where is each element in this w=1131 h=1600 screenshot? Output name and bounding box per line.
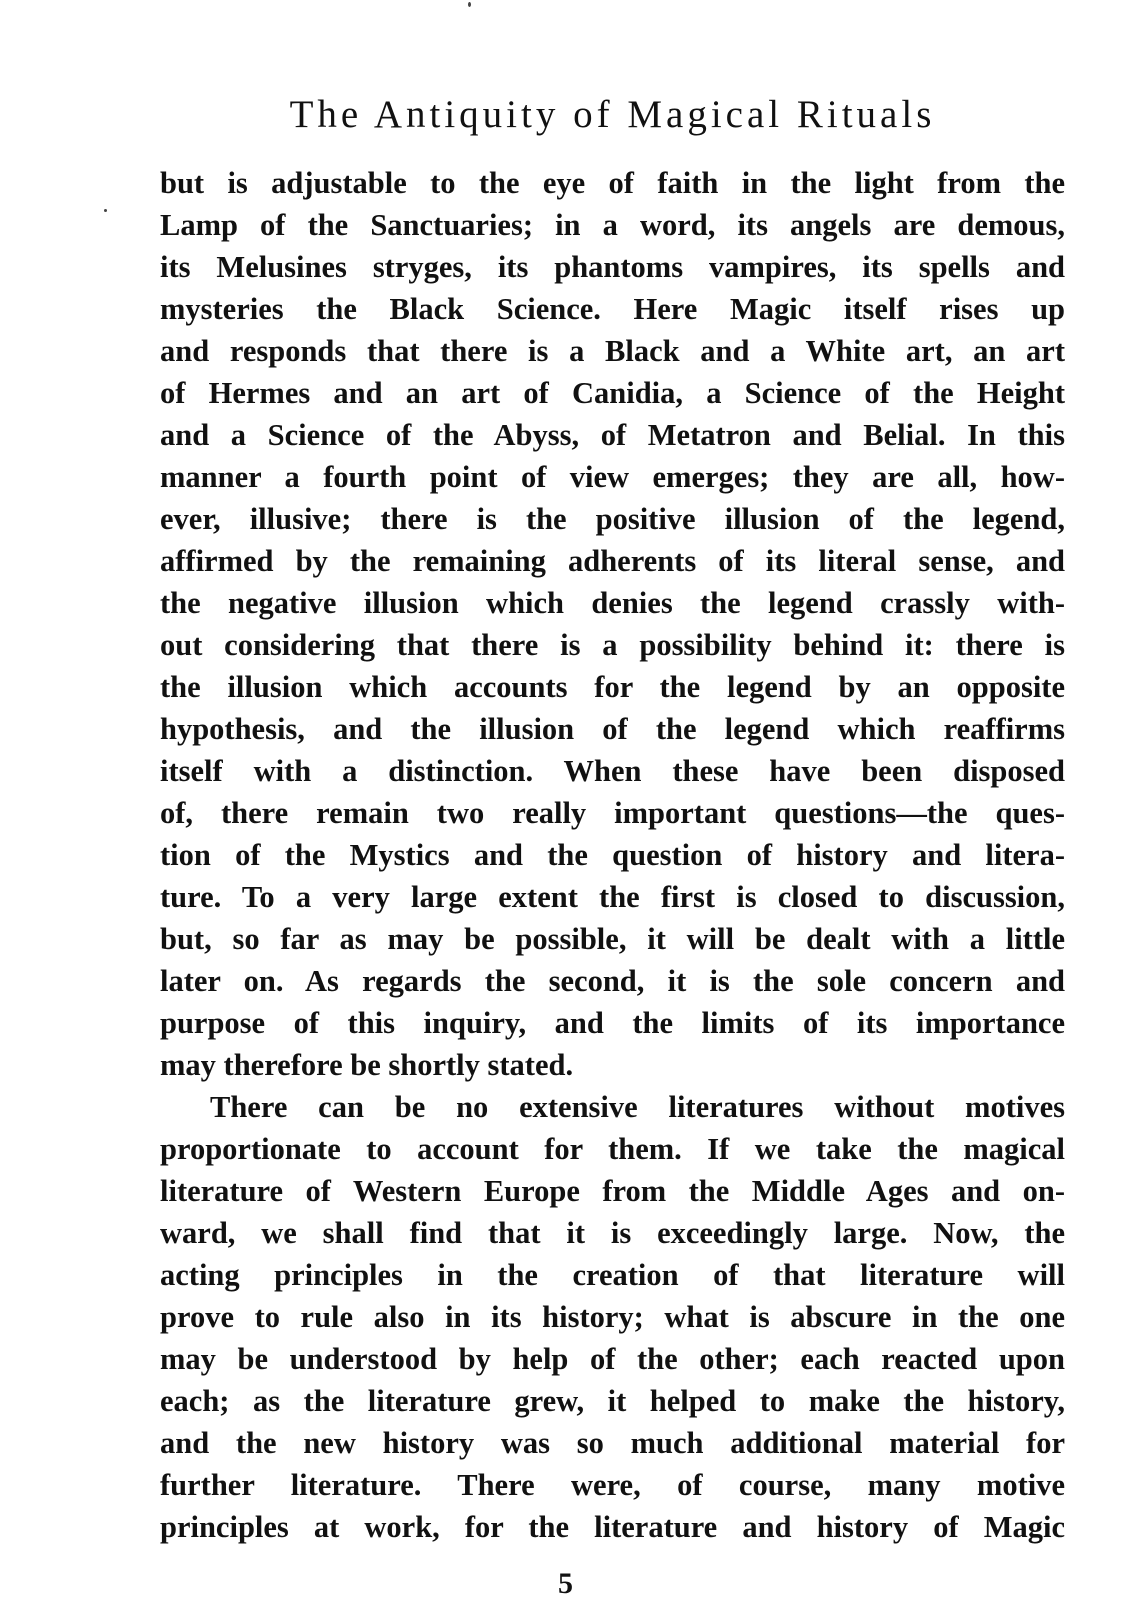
text-line: literature of Western Europe from the Middle Ages and on-	[160, 1174, 1065, 1208]
text-line: but, so far as may be possible, it will be dealt with a little	[160, 922, 1065, 956]
running-header: The Antiquity of Magical Rituals	[289, 93, 936, 136]
text-line: purpose of this inquiry, and the limits of its importance	[160, 1006, 1065, 1040]
text-line: further literature. There were, of course, many motive	[160, 1468, 1065, 1502]
text-line: prove to rule also in its history; what is abscure in the one	[160, 1300, 1065, 1334]
scan-speck	[468, 2, 471, 7]
text-line: and a Science of the Abyss, of Metatron and Belial. In this	[160, 418, 1065, 452]
text-line: Lamp of the Sanctuaries; in a word, its angels are demous,	[160, 208, 1065, 242]
text-line: the negative illusion which denies the legend crassly with-	[160, 586, 1065, 620]
scan-speck	[104, 209, 107, 212]
text-line: hypothesis, and the illusion of the legend which reaffirms	[160, 712, 1065, 746]
text-line: There can be no extensive literatures without motives	[210, 1090, 1065, 1124]
text-line: ture. To a very large extent the first is closed to discussion,	[160, 880, 1065, 914]
text-line: each; as the literature grew, it helped to make the history,	[160, 1384, 1065, 1418]
text-line: of Hermes and an art of Canidia, a Science of the Height	[160, 376, 1065, 410]
text-line: the illusion which accounts for the legend by an opposite	[160, 670, 1065, 704]
text-line: of, there remain two really important questions—the ques-	[160, 796, 1065, 830]
text-line: itself with a distinction. When these have been disposed	[160, 754, 1065, 788]
text-line: manner a fourth point of view emerges; they are all, how-	[160, 460, 1065, 494]
page-number: 5	[558, 1567, 573, 1600]
text-line: ward, we shall find that it is exceedingly large. Now, the	[160, 1216, 1065, 1250]
text-line: its Melusines stryges, its phantoms vampires, its spells and	[160, 250, 1065, 284]
text-line: may be understood by help of the other; each reacted upon	[160, 1342, 1065, 1376]
text-line: later on. As regards the second, it is the sole concern and	[160, 964, 1065, 998]
text-line: proportionate to account for them. If we take the magical	[160, 1132, 1065, 1166]
text-line: and responds that there is a Black and a White art, an art	[160, 334, 1065, 368]
text-line: acting principles in the creation of that literature will	[160, 1258, 1065, 1292]
text-line: but is adjustable to the eye of faith in the light from the	[160, 166, 1065, 200]
text-line: ever, illusive; there is the positive illusion of the legend,	[160, 502, 1065, 536]
body-text	[160, 162, 1065, 1548]
text-line: principles at work, for the literature and history of Magic	[160, 1510, 1065, 1544]
text-line: may therefore be shortly stated.	[160, 1048, 574, 1082]
paragraph	[160, 162, 1065, 1086]
text-line: mysteries the Black Science. Here Magic itself rises up	[160, 292, 1065, 326]
text-line: and the new history was so much additional material for	[160, 1426, 1065, 1460]
text-line: tion of the Mystics and the question of history and litera-	[160, 838, 1065, 872]
paragraph	[160, 1086, 1065, 1548]
text-line: affirmed by the remaining adherents of its literal sense, and	[160, 544, 1065, 578]
text-line: out considering that there is a possibility behind it: there is	[160, 628, 1065, 662]
